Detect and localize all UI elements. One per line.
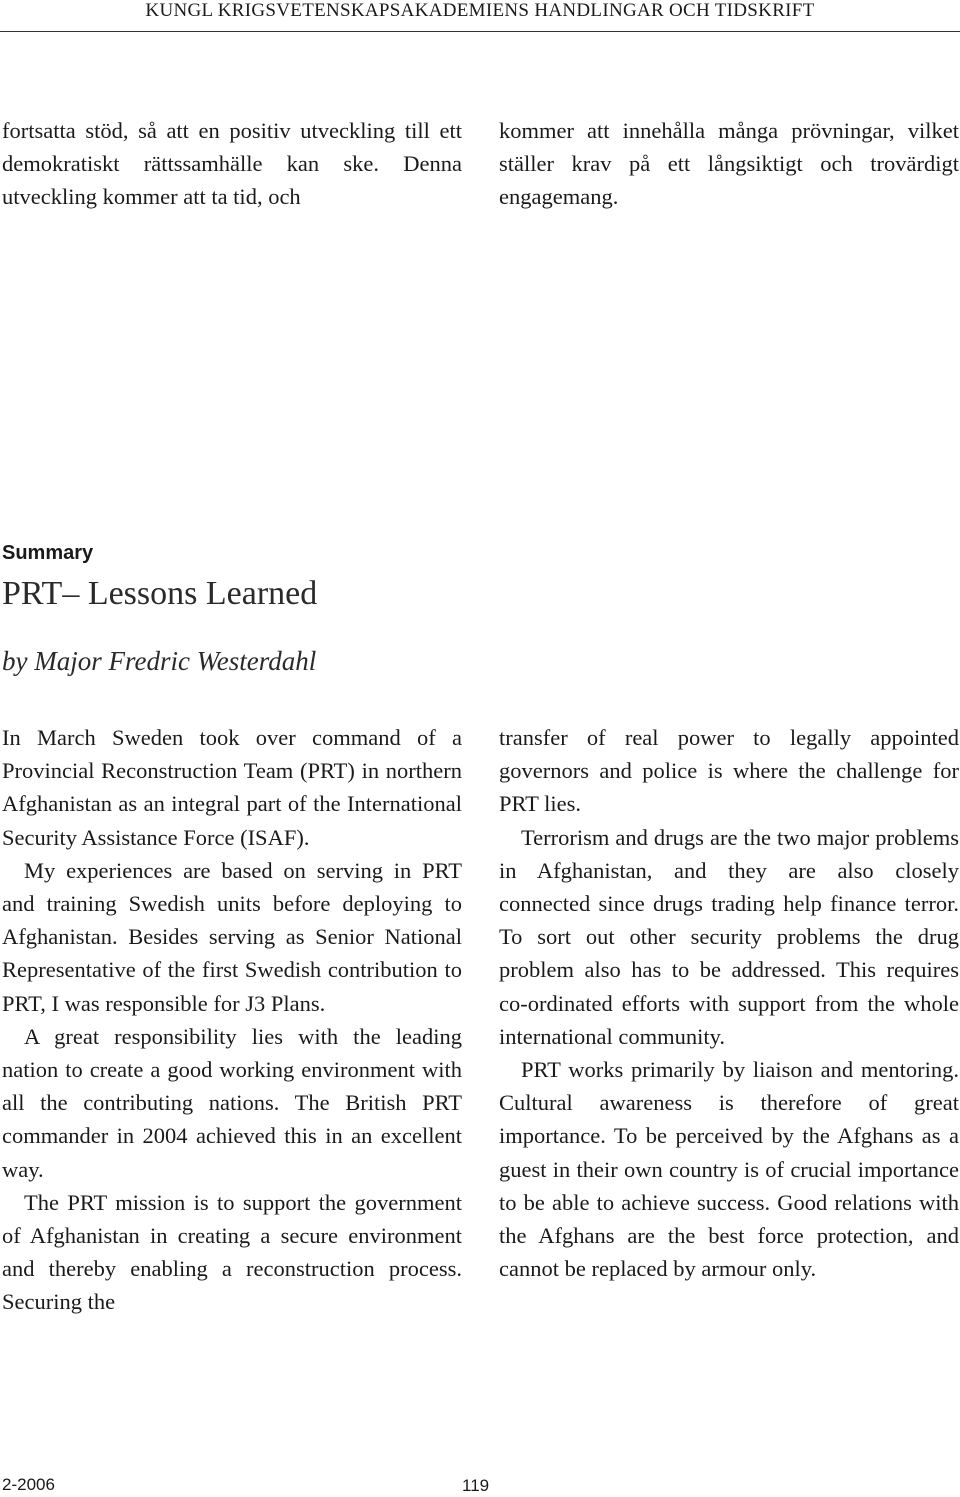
body-left-column (2, 721, 462, 1319)
header-rule (0, 31, 960, 32)
body-paragraph: My experiences are based on serving in PRT and training Swedish units before deploying to Afghanistan. Besides serving as Senior National Representative of the first Swedish contribution to PRT, I was responsible for J3 Plans. (2, 857, 462, 1016)
body-paragraph: The PRT mission is to support the government of Afghanistan in creating a secure environment and thereby enabling a reconstruction process. Securing the (2, 1189, 462, 1315)
swedish-paragraph-left: fortsatta stöd, så att en positiv utveckling till ett demokratiskt rättssamhälle kan ske. Denna utveckling kommer att ta tid, och (2, 118, 462, 210)
body-paragraph: Terrorism and drugs are the two major problems in Afghanistan, and they are also closely connected since drugs trading help finance terror. To sort out other security problems the drug problem also has to be addressed. This requires co-ordinated efforts with support from the whole international community. (499, 824, 959, 1049)
body-paragraph: PRT works primarily by liaison and mentoring. Cultural awareness is therefore of great importance. To be perceived by the Afghans as a guest in their own country is of crucial importance to be able to achieve success. Good relations with the Afghans are the best force protection, and cannot be replaced by armour only. (499, 1057, 959, 1282)
swedish-paragraph-right: kommer att innehålla många prövningar, vilket ställer krav på ett långsiktigt och trovärdigt engagemang. (499, 118, 959, 210)
summary-label: Summary (2, 542, 94, 564)
article-byline: by Major Fredric Westerdahl (2, 646, 317, 676)
footer-page-number: 119 (462, 1476, 490, 1495)
swedish-text-left-column (2, 114, 462, 214)
footer-issue: 2-2006 (2, 1475, 55, 1494)
body-paragraph: A great responsibility lies with the leading nation to create a good working environment with all the contributing nations. The British PRT commander in 2004 achieved this in an excellent way. (2, 1023, 462, 1182)
swedish-text-right-column (499, 114, 959, 214)
body-right-column (499, 721, 959, 1285)
running-header: KUNGL KRIGSVETENSKAPSAKADEMIENS HANDLINGAR OCH TIDSKRIFT (145, 0, 815, 21)
article-title: PRT– Lessons Learned (2, 575, 318, 612)
body-paragraph: transfer of real power to legally appointed governors and police is where the challenge for PRT lies. (499, 725, 959, 817)
body-paragraph: In March Sweden took over command of a Provincial Reconstruction Team (PRT) in northern Afghanistan as an integral part of the International Security Assistance Force (ISAF). (2, 725, 462, 850)
